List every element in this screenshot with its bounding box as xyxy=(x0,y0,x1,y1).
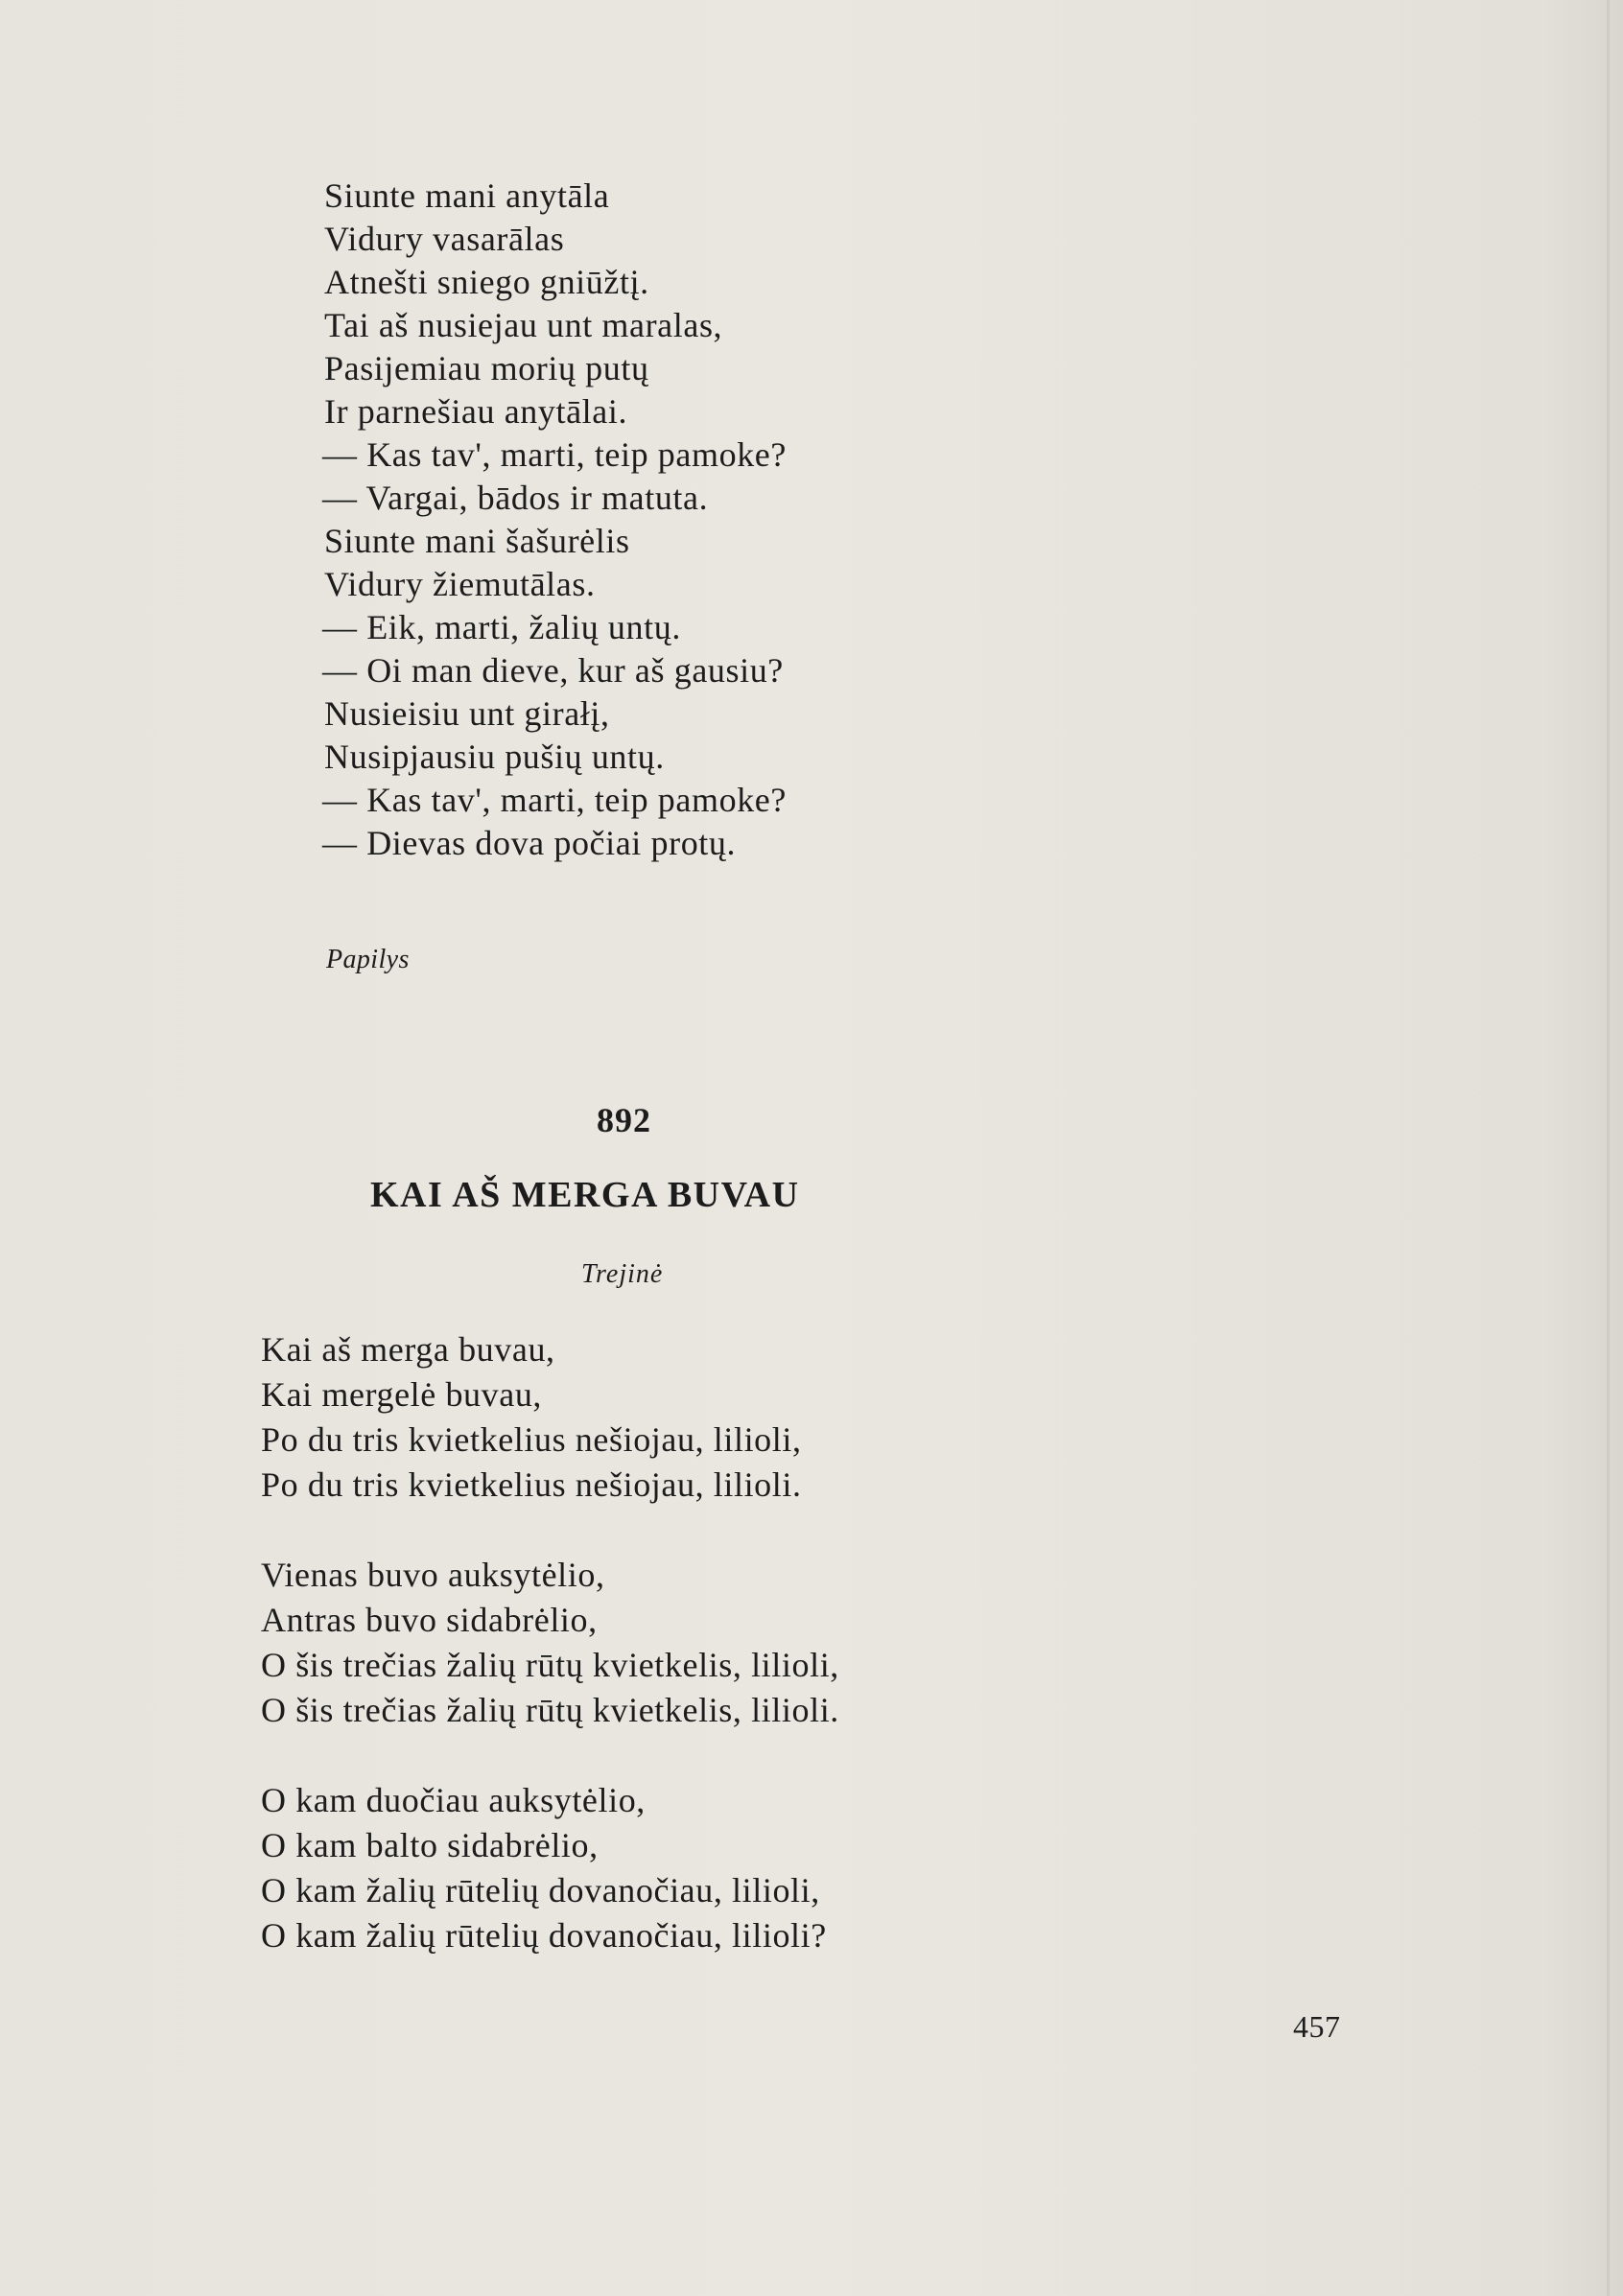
stanza xyxy=(261,1553,839,1733)
page-number: 457 xyxy=(1293,2009,1341,2044)
poem-line: — Oi man dieve, kur aš gausiu? xyxy=(322,651,784,690)
poem-line: Atnešti sniego gniūžtį. xyxy=(324,263,649,301)
poem-line: Po du tris kvietkelius nešiojau, lilioli, xyxy=(261,1420,802,1459)
poem-line: — Dievas dova počiai protų. xyxy=(322,824,737,862)
poem-line: O kam duočiau auksytėlio, xyxy=(261,1781,646,1819)
poem-line: O šis trečias žalių rūtų kvietkelis, lilioli, xyxy=(261,1646,839,1684)
poem-line: — Eik, marti, žalių untų. xyxy=(322,608,681,646)
poem-line: Siunte mani anytāla xyxy=(324,176,610,215)
song-subtitle: Trejinė xyxy=(581,1259,664,1289)
song-title: KAI AŠ MERGA BUVAU xyxy=(370,1175,800,1215)
poem-line: Ir parnešiau anytālai. xyxy=(324,392,628,431)
poem-line: — Vargai, bādos ir matuta. xyxy=(322,479,709,517)
poem-line: Nusieisiu unt girałį, xyxy=(324,694,610,733)
poem-line: Tai aš nusiejau unt maralas, xyxy=(324,306,723,344)
poem-line: Vienas buvo auksytėlio, xyxy=(261,1556,605,1594)
poem-line: O kam balto sidabrėlio, xyxy=(261,1826,599,1864)
poem-892 xyxy=(261,1327,839,1958)
poem-891-continuation xyxy=(324,175,787,865)
poem-place: Papilys xyxy=(326,945,410,974)
poem-line: Vidury vasarālas xyxy=(324,220,565,258)
poem-line: O kam žalių rūtelių dovanočiau, lilioli, xyxy=(261,1871,820,1909)
poem-line: Vidury žiemutālas. xyxy=(324,565,596,603)
poem-line: Kai aš merga buvau, xyxy=(261,1330,555,1369)
poem-line: O šis trečias žalių rūtų kvietkelis, lilioli. xyxy=(261,1691,839,1729)
stanza xyxy=(261,1778,839,1958)
poem-line: Nusipjausiu pušių untų. xyxy=(324,738,665,776)
stanza xyxy=(261,1327,839,1508)
song-number: 892 xyxy=(597,1101,651,1139)
poem-line: — Kas tav', marti, teip pamoke? xyxy=(322,781,787,819)
poem-line: Antras buvo sidabrėlio, xyxy=(261,1601,598,1639)
poem-line: O kam žalių rūtelių dovanočiau, lilioli? xyxy=(261,1916,827,1955)
poem-line: Pasijemiau morių putų xyxy=(324,349,649,387)
poem-line: Po du tris kvietkelius nešiojau, lilioli. xyxy=(261,1465,802,1504)
poem-line: Kai mergelė buvau, xyxy=(261,1375,543,1414)
poem-line: — Kas tav', marti, teip pamoke? xyxy=(322,435,787,474)
page-edge xyxy=(1607,0,1610,2296)
poem-line: Siunte mani šašurėlis xyxy=(324,522,630,560)
